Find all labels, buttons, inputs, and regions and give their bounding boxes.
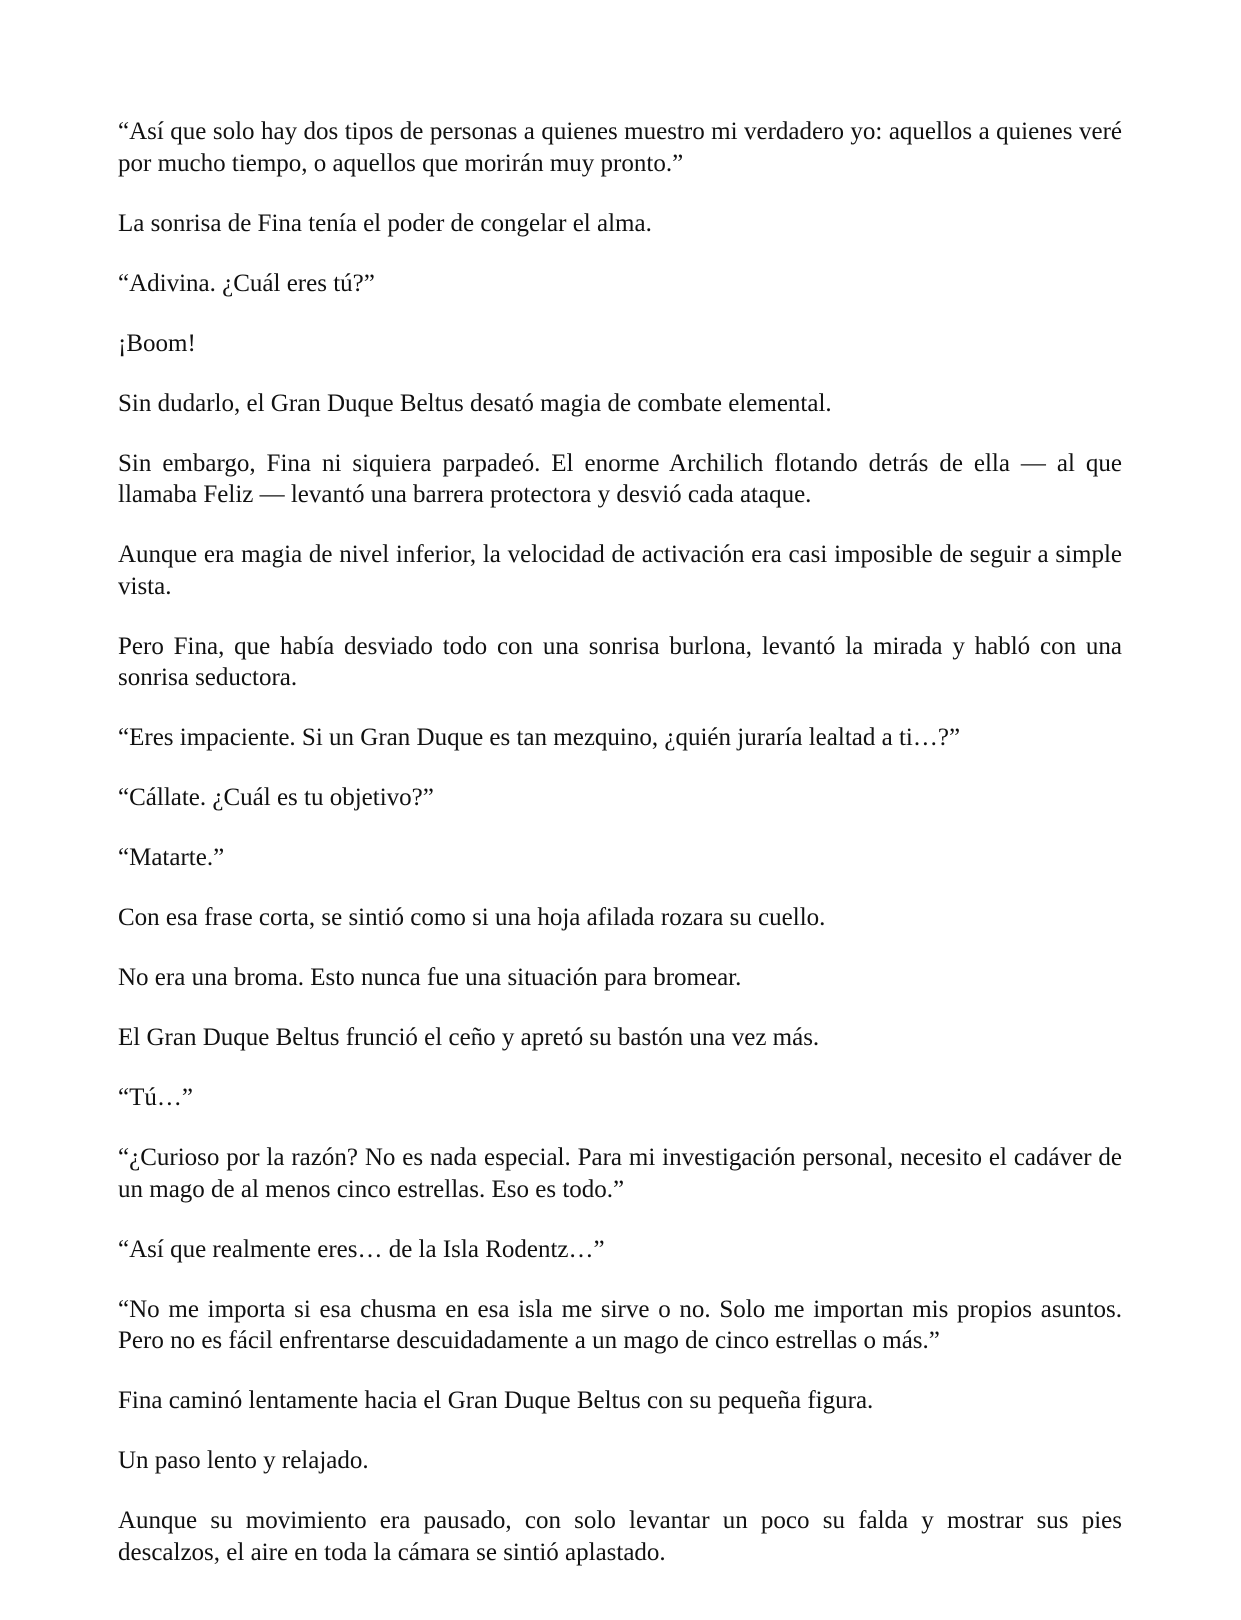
paragraph: Aunque su movimiento era pausado, con solo levantar un poco su falda y mostrar sus pies descalzos, el aire en toda la cámara se sintió aplastado. (118, 1507, 1122, 1566)
paragraph: Sin embargo, Fina ni siquiera parpadeó. El enorme Archilich flotando detrás de ella — al que llamaba Feliz — levantó una barrera protectora y desvió cada ataque. (118, 449, 1122, 508)
document-page (118, 116, 1122, 1597)
paragraph: “Así que solo hay dos tipos de personas a quienes muestro mi verdadero yo: aquellos a quienes veré por mucho tiempo, o aquellos que morirán muy pronto.” (118, 118, 1122, 177)
paragraph: Pero Fina, que había desviado todo con una sonrisa burlona, levantó la mirada y habló con una sonrisa seductora. (118, 632, 1122, 691)
paragraph: ¡Boom! (118, 329, 196, 357)
paragraph: Sin dudarlo, el Gran Duque Beltus desató magia de combate elemental. (118, 389, 832, 417)
paragraph: “¿Curioso por la razón? No es nada especial. Para mi investigación personal, necesito el cadáver de un mago de al menos cinco estrellas. Eso es todo.” (118, 1144, 1122, 1203)
paragraph: “No me importa si esa chusma en esa isla me sirve o no. Solo me importan mis propios asuntos. Pero no es fácil enfrentarse descuidadamente a un mago de cinco estrellas o más.” (118, 1295, 1122, 1354)
paragraph: “Matarte.” (118, 844, 225, 871)
paragraph: Con esa frase corta, se sintió como si una hoja afilada rozara su cuello. (118, 904, 826, 931)
paragraph: La sonrisa de Fina tenía el poder de congelar el alma. (118, 209, 652, 237)
paragraph: “Así que realmente eres… de la Isla Rodentz…” (118, 1235, 605, 1263)
paragraph: “Adivina. ¿Cuál eres tú?” (118, 269, 375, 297)
paragraph: El Gran Duque Beltus frunció el ceño y apretó su bastón una vez más. (118, 1024, 820, 1051)
paragraph: “Eres impaciente. Si un Gran Duque es tan mezquino, ¿quién juraría lealtad a ti…?” (118, 724, 961, 751)
paragraph: “Tú…” (118, 1084, 193, 1111)
paragraph: “Cállate. ¿Cuál es tu objetivo?” (118, 784, 434, 811)
paragraph: Un paso lento y relajado. (118, 1447, 369, 1474)
paragraph: Aunque era magia de nivel inferior, la velocidad de activación era casi imposible de seguir a simple vista. (118, 541, 1122, 600)
paragraph: No era una broma. Esto nunca fue una situación para bromear. (118, 964, 742, 991)
paragraph: Fina caminó lentamente hacia el Gran Duque Beltus con su pequeña figura. (118, 1387, 874, 1414)
